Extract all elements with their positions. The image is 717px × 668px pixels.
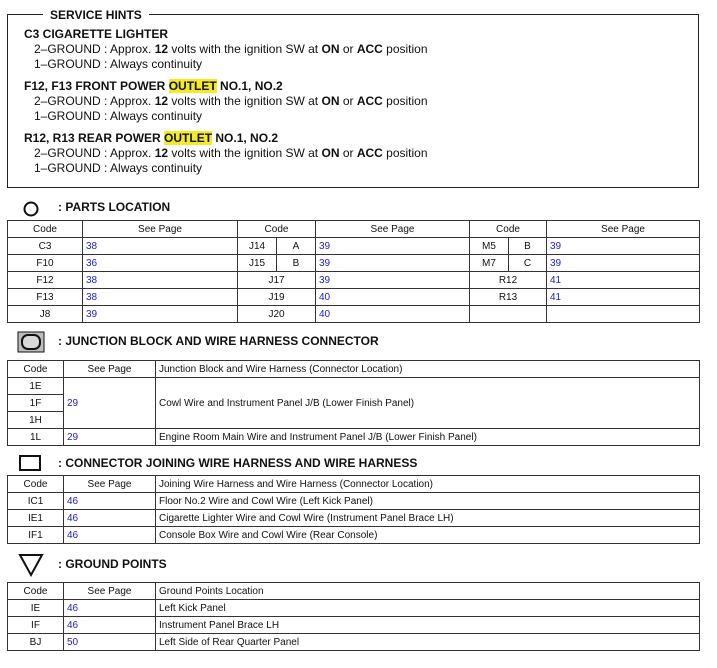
page-link[interactable]: 39	[316, 238, 470, 255]
table-header-row	[8, 361, 700, 378]
page-link[interactable]: 36	[83, 255, 238, 272]
page-link[interactable]: 39	[83, 306, 238, 323]
page-link[interactable]: 41	[547, 289, 700, 306]
page-link[interactable]: 46	[64, 617, 156, 634]
service-hints-box	[7, 14, 699, 188]
ground-points-title: : GROUND POINTS	[58, 557, 167, 571]
column-header: See Page	[64, 361, 156, 378]
location-desc: Left Kick Panel	[156, 600, 700, 617]
part-code: J17	[238, 272, 316, 289]
jb-code: 1H	[8, 412, 64, 429]
column-header: Code	[8, 221, 83, 238]
part-sub: B	[509, 238, 547, 255]
hint-line: 1–GROUND : Always continuity	[34, 109, 203, 123]
ground-code: IE	[8, 600, 64, 617]
part-code: R13	[470, 289, 547, 306]
location-desc: Cowl Wire and Instrument Panel J/B (Lower Finish Panel)	[156, 378, 700, 429]
hint-line: 2–GROUND : Approx. 12 volts with the ignition SW at ON or ACC position	[34, 146, 428, 160]
column-header: See Page	[316, 221, 470, 238]
connector-joining-title: : CONNECTOR JOINING WIRE HARNESS AND WIRE HARNESS	[58, 456, 418, 470]
ground-code: IF	[8, 617, 64, 634]
part-code: J14	[238, 238, 277, 255]
table-header-row	[8, 583, 700, 600]
table-row	[8, 238, 700, 255]
hint-line: 1–GROUND : Always continuity	[34, 161, 203, 175]
table-row	[8, 634, 700, 651]
column-header: Code	[8, 476, 64, 493]
page-link[interactable]: 50	[64, 634, 156, 651]
circle-icon	[23, 201, 39, 217]
page-link[interactable]: 39	[547, 238, 700, 255]
part-sub: A	[277, 238, 316, 255]
table-row	[8, 600, 700, 617]
page-link[interactable]: 29	[64, 378, 156, 429]
column-header: See Page	[64, 583, 156, 600]
connector-code: IC1	[8, 493, 64, 510]
column-header: Code	[238, 221, 316, 238]
part-code: J15	[238, 255, 277, 272]
table-header-row	[8, 221, 700, 238]
column-header: Code	[8, 361, 64, 378]
part-code: F10	[8, 255, 83, 272]
service-hints-title: SERVICE HINTS	[43, 8, 149, 22]
jb-code: 1L	[8, 429, 64, 446]
jb-code: 1E	[8, 378, 64, 395]
column-header: See Page	[547, 221, 700, 238]
column-header: Ground Points Location	[156, 583, 700, 600]
table-row	[8, 510, 700, 527]
page-link[interactable]: 39	[316, 255, 470, 272]
table-row	[8, 272, 700, 289]
junction-block-title: : JUNCTION BLOCK AND WIRE HARNESS CONNECTOR	[58, 334, 379, 348]
page-link[interactable]: 46	[64, 600, 156, 617]
hint-heading: C3 CIGARETTE LIGHTER	[24, 27, 169, 41]
hint-line: 1–GROUND : Always continuity	[34, 57, 203, 71]
page-link[interactable]: 38	[83, 238, 238, 255]
page-link[interactable]: 38	[83, 289, 238, 306]
parts-location-title: : PARTS LOCATION	[58, 200, 171, 214]
location-desc: Left Side of Rear Quarter Panel	[156, 634, 700, 651]
column-header: Code	[470, 221, 547, 238]
page-link[interactable]: 40	[316, 289, 470, 306]
part-code: F13	[8, 289, 83, 306]
page-link[interactable]: 46	[64, 527, 156, 544]
hint-heading: F12, F13 FRONT POWER OUTLET NO.1, NO.2	[24, 79, 283, 93]
page-link[interactable]: 39	[547, 255, 700, 272]
table-row	[8, 527, 700, 544]
location-desc: Console Box Wire and Cowl Wire (Rear Console)	[156, 527, 700, 544]
column-header: See Page	[64, 476, 156, 493]
part-sub: C	[509, 255, 547, 272]
page-link[interactable]: 29	[64, 429, 156, 446]
page-link[interactable]: 38	[83, 272, 238, 289]
part-code: J20	[238, 306, 316, 323]
connector-joining-table	[7, 475, 700, 544]
jb-code: 1F	[8, 395, 64, 412]
connector-code: IE1	[8, 510, 64, 527]
ground-points-table	[7, 582, 700, 651]
table-row	[8, 289, 700, 306]
part-code: M5	[470, 238, 509, 255]
table-header-row	[8, 476, 700, 493]
table-row	[8, 429, 700, 446]
hint-heading: R12, R13 REAR POWER OUTLET NO.1, NO.2	[24, 131, 279, 145]
part-code: F12	[8, 272, 83, 289]
triangle-icon	[18, 553, 44, 577]
part-code: M7	[470, 255, 509, 272]
part-code: J8	[8, 306, 83, 323]
column-header: See Page	[83, 221, 238, 238]
part-code: C3	[8, 238, 83, 255]
page-link[interactable]: 40	[316, 306, 470, 323]
highlighted-term: OUTLET	[164, 131, 213, 145]
ground-code: BJ	[8, 634, 64, 651]
location-desc: Cigarette Lighter Wire and Cowl Wire (Instrument Panel Brace LH)	[156, 510, 700, 527]
location-desc: Engine Room Main Wire and Instrument Panel J/B (Lower Finish Panel)	[156, 429, 700, 446]
table-row	[8, 493, 700, 510]
location-desc: Instrument Panel Brace LH	[156, 617, 700, 634]
rectangle-icon	[19, 455, 41, 471]
parts-location-table	[7, 220, 700, 323]
table-row	[8, 617, 700, 634]
part-code	[470, 306, 547, 323]
part-code: J19	[238, 289, 316, 306]
page-link[interactable]: 41	[547, 272, 700, 289]
location-desc: Floor No.2 Wire and Cowl Wire (Left Kick Panel)	[156, 493, 700, 510]
junction-block-table	[7, 360, 700, 446]
connector-code: IF1	[8, 527, 64, 544]
column-header: Junction Block and Wire Harness (Connector Location)	[156, 361, 700, 378]
page-link[interactable]: 39	[316, 272, 470, 289]
hint-line: 2–GROUND : Approx. 12 volts with the ignition SW at ON or ACC position	[34, 42, 428, 56]
column-header: Code	[8, 583, 64, 600]
part-sub: B	[277, 255, 316, 272]
page-link[interactable]: 46	[64, 510, 156, 527]
table-row	[8, 378, 700, 395]
page-link[interactable]	[547, 306, 700, 323]
highlighted-term: OUTLET	[168, 79, 217, 93]
column-header: Joining Wire Harness and Wire Harness (Connector Location)	[156, 476, 700, 493]
rounded-rect-icon	[17, 331, 45, 353]
table-row	[8, 306, 700, 323]
table-row	[8, 255, 700, 272]
page-link[interactable]: 46	[64, 493, 156, 510]
part-code: R12	[470, 272, 547, 289]
hint-line: 2–GROUND : Approx. 12 volts with the ignition SW at ON or ACC position	[34, 94, 428, 108]
